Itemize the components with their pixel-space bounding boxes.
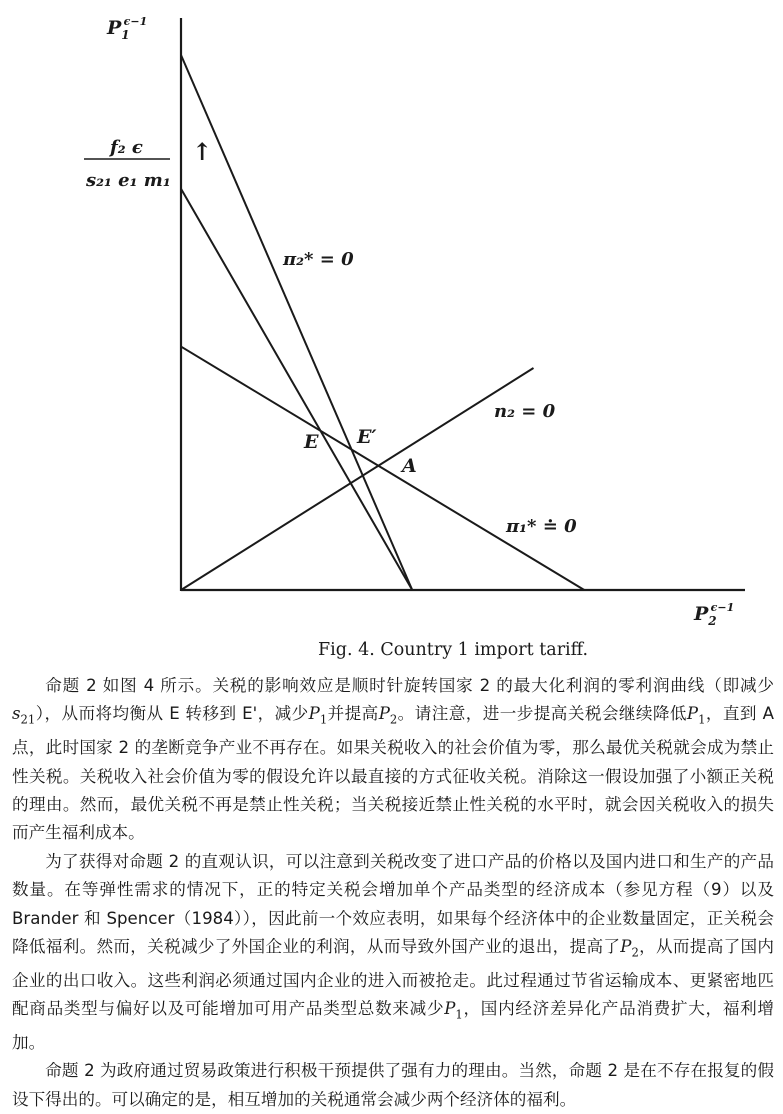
- symbol-P2: $P_2$: [378, 704, 398, 727]
- marker-fraction-numerator: f₂ ϵ: [110, 137, 143, 158]
- symbol-P1: $P_1$: [444, 999, 463, 1022]
- n2-zero-line: [181, 368, 534, 590]
- pi2-zero-profit-line-after: [181, 55, 412, 590]
- point-A-label: A: [402, 455, 417, 477]
- symbol-s21: $s_{21}$: [12, 704, 36, 727]
- marker-fraction-denominator: s₂₁ e₁ m₁: [86, 170, 171, 191]
- symbol-P1: $P_1$: [686, 704, 706, 727]
- pi1-label: π₁* ≐ 0: [506, 516, 577, 537]
- pi1-zero-profit-line: [181, 347, 584, 590]
- paragraph-2: 为了获得对命题 2 的直观认识，可以注意到关税改变了进口产品的价格以及国内进口和生产的产品数量。在等弹性需求的情况下，正的特定关税会增加单个产品类型的经济成本（参见方程（9）以及 Brander 和 Spencer（1984）），因此前一个效应表明，如果每个经济体中的企业数量固定，正关税会降低福利。然而，关税减少了外国企业的利润，从而导致外国产业的退出，提高了$P_2$，从而提高了国内企业的出口收入。这些利润必须通过国内企业的进入而被抢走。此过程通过节省运输成本、更紧密地匹配商品类型与偏好以及可能增加可用产品类型总数来减少$P_1$，国内经济差异化产品消费扩大，福利增加。: [12, 851, 775, 1052]
- point-E-prime-label: E′: [357, 426, 377, 448]
- pi2-label: π₂* = 0: [283, 249, 354, 270]
- point-E-label: E: [304, 431, 319, 453]
- figure-caption: Fig. 4. Country 1 import tariff.: [318, 640, 589, 660]
- paragraph-1: 命题 2 如图 4 所示。关税的影响效应是顺时针旋转国家 2 的最大化利润的零利润曲线（即减少$s_{21}$），从而将均衡从 E 转移到 E'，减少$P_1$并提高$P_2$。请注意，进一步提高关税会继续降低$P_1$，直到 A 点，此时国家 2 的垄断竞争产业不再存在。如果关税收入的社会价值为零，那么最优关税就会成为禁止性关税。关税收入社会价值为零的假设允许以最直接的方式征收关税。消除这一假设加强了小额正关税的理由。然而，最优关税不再是禁止性关税；当关税接近禁止性关税的水平时，就会因关税收入的损失而产生福利成本。: [12, 676, 774, 843]
- symbol-P2: $P_2$: [620, 936, 639, 960]
- x-axis-label: $P_2\epsilon-1$: [694, 601, 735, 628]
- y-axis-label: $P_1\epsilon-1$: [107, 15, 148, 42]
- up-arrow-icon: ↑: [192, 137, 213, 166]
- n2-label: n₂ = 0: [494, 401, 556, 422]
- body-text: [12, 672, 774, 1114]
- symbol-P1: $P_1$: [308, 704, 328, 727]
- paragraph-3: 命题 2 为政府通过贸易政策进行积极干预提供了强有力的理由。当然，命题 2 是在不存在报复的假设下得出的。可以确定的是，相互增加的关税通常会减少两个经济体的福利。: [12, 1061, 774, 1109]
